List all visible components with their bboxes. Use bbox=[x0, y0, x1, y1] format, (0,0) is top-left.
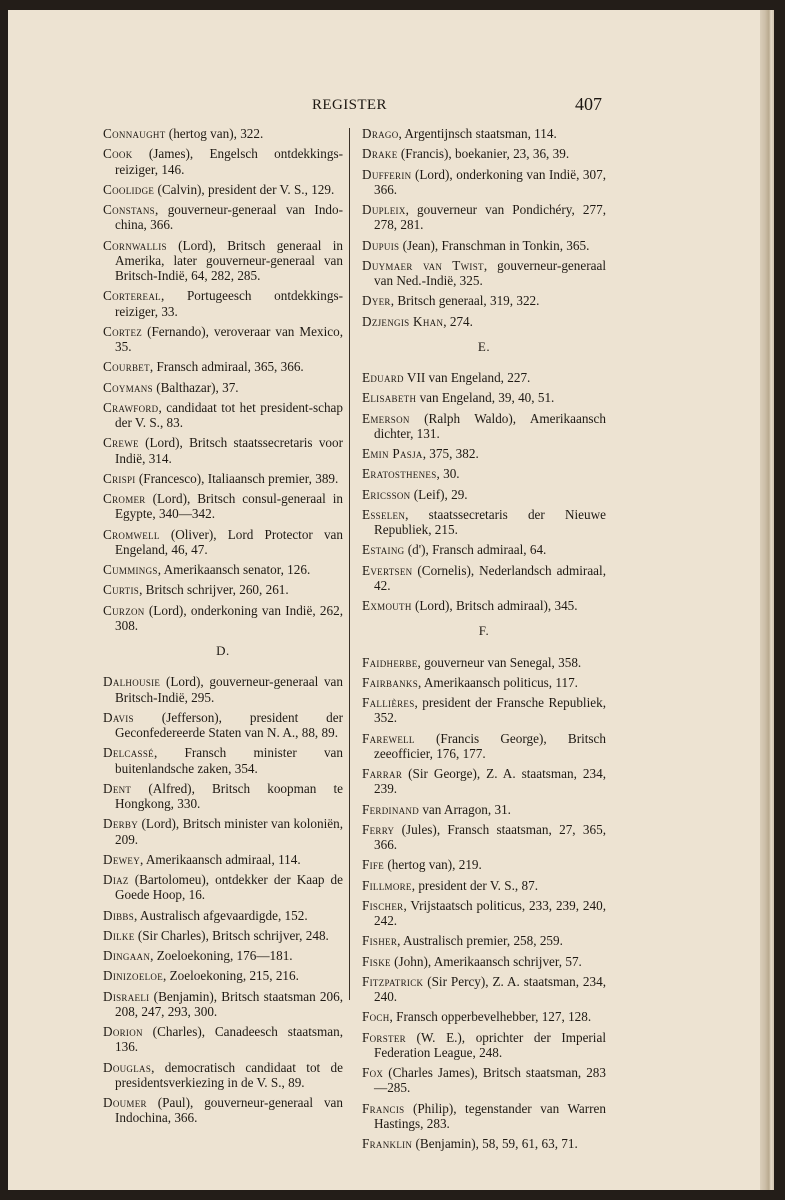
index-entry bbox=[103, 435, 343, 466]
entry-headword: Dzjengis Khan bbox=[362, 313, 444, 329]
index-entry bbox=[362, 857, 606, 872]
index-entry bbox=[362, 507, 606, 538]
index-entry bbox=[362, 293, 606, 308]
entry-headword: Dilke bbox=[103, 927, 135, 943]
index-column-left bbox=[103, 126, 343, 1131]
entry-headword: Ferry bbox=[362, 821, 395, 837]
entry-text: van Engeland, 39, 40, 51. bbox=[416, 390, 555, 406]
entry-headword: Emerson bbox=[362, 410, 410, 426]
index-entry bbox=[362, 390, 606, 405]
entry-headword: Emin Pasja bbox=[362, 446, 423, 461]
entry-headword: Exmouth bbox=[362, 598, 412, 613]
entry-text: , staatssecretaris der Nieuwe Republiek, 215. bbox=[374, 506, 606, 537]
index-entry bbox=[103, 745, 343, 776]
entry-text: (Philip), tegenstander van Warren Hastings, 283. bbox=[374, 1100, 606, 1131]
entry-text: , Argentijnsch staatsman, 114. bbox=[398, 126, 557, 141]
entry-text: , Fransch opperbevelhebber, 127, 128. bbox=[389, 1009, 592, 1025]
entry-text: (Charles James), Britsch staatsman, 283—285. bbox=[374, 1065, 606, 1096]
entry-text: (Lord), Britsch generaal in Amerika, later gouverneur-generaal van Britsch-Indië, 64, 282, 285. bbox=[115, 237, 343, 283]
entry-text: , president der V. S., 87. bbox=[411, 877, 538, 893]
entry-text: (Oliver), Lord Protector van Engeland, 46, 47. bbox=[115, 526, 343, 557]
entry-text: (Francesco), Italiaansch premier, 389. bbox=[135, 470, 339, 486]
entry-headword: Fitzpatrick bbox=[362, 973, 424, 989]
index-entry bbox=[362, 487, 606, 502]
index-entry bbox=[103, 359, 343, 374]
entry-text: (Balthazar), 37. bbox=[152, 379, 239, 395]
index-entry bbox=[103, 400, 343, 431]
entry-headword: Evertsen bbox=[362, 562, 413, 578]
entry-text: VII van Engeland, 227. bbox=[403, 370, 531, 385]
entry-text: (Lord), gouverneur-generaal van Britsch-Indië, 295. bbox=[115, 674, 343, 705]
entry-headword: Eduard bbox=[362, 370, 404, 385]
entry-text: van Arragon, 31. bbox=[419, 801, 511, 817]
index-entry bbox=[362, 675, 606, 690]
index-entry bbox=[362, 731, 606, 762]
index-entry bbox=[362, 202, 606, 233]
entry-headword: Doumer bbox=[103, 1095, 147, 1110]
entry-headword: Connaught bbox=[103, 126, 166, 141]
index-entry bbox=[362, 598, 606, 613]
index-entry bbox=[362, 238, 606, 253]
index-entry bbox=[362, 1065, 606, 1096]
index-entry bbox=[362, 167, 606, 198]
index-entry bbox=[362, 878, 606, 893]
entry-text: (Bartolomeu), ontdekker der Kaap de Goede Hoop, 16. bbox=[115, 872, 343, 903]
index-entry bbox=[362, 766, 606, 797]
section-letter: F. bbox=[478, 623, 490, 639]
entry-text: (Alfred), Britsch koopman te Hongkong, 330. bbox=[115, 780, 343, 811]
entry-text: , Amerikaansch politicus, 117. bbox=[418, 674, 578, 690]
index-entry bbox=[362, 411, 606, 442]
entry-headword: Cortez bbox=[103, 323, 143, 339]
entry-headword: Esselen bbox=[362, 506, 406, 522]
entry-text: (Lord), Britsch staatssecretaris voor Indië, 314. bbox=[115, 435, 343, 466]
entry-headword: Elisabeth bbox=[362, 390, 417, 406]
entry-text: , Portugeesch ontdekkings-reiziger, 33. bbox=[115, 288, 343, 319]
entry-text: , Britsch generaal, 319, 322. bbox=[390, 293, 540, 309]
entry-text: (Jean), Franschman in Tonkin, 365. bbox=[399, 237, 590, 253]
index-entry bbox=[103, 126, 343, 141]
entry-text: (Leif), 29. bbox=[410, 486, 468, 502]
entry-headword: Cornwallis bbox=[103, 237, 167, 253]
index-entry bbox=[362, 258, 606, 289]
entry-text: (Sir George), Z. A. staatsman, 234, 239. bbox=[374, 766, 606, 797]
entry-text: (James), Engelsch ontdekkings-reiziger, 146. bbox=[115, 146, 343, 177]
entry-text: , Vrijstaatsch politicus, 233, 239, 240, 242. bbox=[374, 897, 606, 928]
entry-text: , Britsch schrijver, 260, 261. bbox=[139, 582, 289, 598]
entry-text: (hertog van), 219. bbox=[384, 857, 482, 873]
entry-headword: Davis bbox=[103, 709, 134, 725]
index-entry bbox=[103, 948, 343, 963]
index-entry bbox=[362, 563, 606, 594]
entry-text: , Fransch admiraal, 365, 366. bbox=[149, 359, 304, 375]
entry-text: (Cornelis), Nederlandsch admiraal, 42. bbox=[374, 562, 606, 593]
entry-text: , gouverneur van Pondichéry, 277, 278, 281. bbox=[374, 202, 606, 233]
entry-headword: Estaing bbox=[362, 542, 405, 558]
index-entry bbox=[362, 126, 606, 141]
entry-text: (Calvin), president der V. S., 129. bbox=[154, 181, 335, 197]
entry-headword: Fischer bbox=[362, 897, 404, 913]
entry-text: (Charles), Canadeesch staatsman, 136. bbox=[115, 1024, 343, 1055]
section-letter: D. bbox=[216, 643, 230, 658]
entry-headword: Curzon bbox=[103, 602, 145, 618]
entry-text: , Australisch afgevaardigde, 152. bbox=[134, 907, 308, 923]
entry-headword: Cummings bbox=[103, 562, 158, 577]
entry-headword: Dalhousie bbox=[103, 674, 161, 690]
entry-text: (Jules), Fransch staatsman, 27, 365, 366. bbox=[374, 821, 606, 852]
index-entry bbox=[103, 968, 343, 983]
index-entry bbox=[103, 324, 343, 355]
entry-text: , 274. bbox=[443, 313, 473, 329]
entry-headword: Dinizoeloe bbox=[103, 968, 164, 984]
entry-text: (Sir Charles), Britsch schrijver, 248. bbox=[134, 927, 329, 943]
entry-text: (Lord), Britsch minister van koloniën, 209. bbox=[115, 816, 343, 847]
running-head-title: REGISTER bbox=[312, 97, 387, 113]
entry-text: (Ralph Waldo), Amerikaansch dichter, 131. bbox=[374, 410, 606, 441]
index-entry bbox=[362, 655, 606, 670]
entry-headword: Foch bbox=[362, 1009, 390, 1025]
entry-text: , Amerikaansch admiraal, 114. bbox=[140, 851, 301, 867]
entry-headword: Crawford bbox=[103, 399, 159, 415]
entry-headword: Eratosthenes bbox=[362, 466, 437, 482]
index-entry bbox=[362, 822, 606, 853]
entry-text: (Paul), gouverneur-generaal van Indochina, 366. bbox=[115, 1095, 343, 1126]
entry-headword: Dupuis bbox=[362, 237, 400, 253]
entry-headword: Drake bbox=[362, 146, 398, 162]
entry-headword: Crewe bbox=[103, 435, 139, 451]
entry-headword: Fillmore bbox=[362, 877, 412, 893]
index-entry bbox=[103, 710, 343, 741]
entry-headword: Forster bbox=[362, 1029, 406, 1045]
index-entry bbox=[103, 816, 343, 847]
index-entry bbox=[362, 898, 606, 929]
section-letter: E. bbox=[477, 338, 491, 354]
entry-headword: Curtis bbox=[103, 582, 140, 598]
entry-headword: Fiske bbox=[362, 953, 391, 969]
index-entry bbox=[362, 314, 606, 329]
entry-text: , candidaat tot het president-schap der V. S., 83. bbox=[115, 399, 343, 430]
index-entry bbox=[362, 695, 606, 726]
entry-headword: Dingaan bbox=[103, 948, 151, 963]
entry-headword: Fisher bbox=[362, 933, 398, 949]
index-entry bbox=[103, 527, 343, 558]
entry-headword: Coymans bbox=[103, 379, 153, 395]
entry-text: , Fransch minister van buitenlandsche zaken, 354. bbox=[115, 745, 343, 776]
entry-headword: Diaz bbox=[103, 872, 129, 887]
page-edge bbox=[760, 10, 774, 1190]
entry-text: (Lord), Britsch admiraal), 345. bbox=[411, 598, 578, 613]
entry-headword: Courbet bbox=[103, 359, 150, 375]
index-entry bbox=[103, 471, 343, 486]
entry-text: (Francis George), Britsch zeeofficier, 176, 177. bbox=[374, 730, 606, 761]
index-entry bbox=[362, 1136, 606, 1151]
entry-headword: Douglas bbox=[103, 1059, 152, 1075]
index-entry bbox=[362, 446, 606, 461]
entry-headword: Dent bbox=[103, 780, 132, 796]
entry-headword: Fife bbox=[362, 857, 385, 873]
entry-text: , Amerikaansch senator, 126. bbox=[157, 562, 311, 577]
entry-headword: Derby bbox=[103, 816, 139, 832]
index-entry bbox=[362, 542, 606, 557]
entry-headword: Faidherbe bbox=[362, 654, 418, 670]
index-entry bbox=[362, 1009, 606, 1024]
index-column-right bbox=[362, 126, 606, 1156]
page-number: 407 bbox=[575, 94, 602, 114]
index-entry bbox=[103, 1095, 343, 1126]
index-entry bbox=[103, 603, 343, 634]
index-entry bbox=[362, 802, 606, 817]
index-entry bbox=[103, 182, 343, 197]
entry-headword: Constans bbox=[103, 202, 155, 217]
index-entry bbox=[362, 974, 606, 1005]
entry-headword: Ericsson bbox=[362, 486, 411, 502]
entry-text: (Sir Percy), Z. A. staatsman, 234, 240. bbox=[374, 973, 606, 1004]
index-entry bbox=[103, 1060, 343, 1091]
index-entry bbox=[103, 491, 343, 522]
index-entry bbox=[362, 146, 606, 161]
entry-text: (Jefferson), president der Geconfedereerde Staten van N. A., 88, 89. bbox=[115, 709, 343, 740]
entry-text: , Australisch premier, 258, 259. bbox=[397, 933, 563, 949]
index-entry bbox=[103, 1024, 343, 1055]
entry-headword: Coolidge bbox=[103, 181, 155, 197]
index-entry bbox=[362, 933, 606, 948]
index-entry bbox=[103, 288, 343, 319]
entry-text: , Zoeloekoning, 176—181. bbox=[150, 948, 293, 963]
entry-headword: Farrar bbox=[362, 766, 403, 781]
index-entry bbox=[103, 928, 343, 943]
entry-headword: Cromwell bbox=[103, 526, 160, 542]
index-entry bbox=[103, 380, 343, 395]
entry-text: (Lord), Britsch consul-generaal in Egypte, 340—342. bbox=[115, 491, 343, 522]
entry-text: , president der Fransche Republiek, 352. bbox=[374, 695, 606, 726]
entry-headword: Dyer bbox=[362, 293, 391, 309]
index-entry bbox=[103, 908, 343, 923]
entry-text: , 375, 382. bbox=[422, 446, 479, 461]
entry-headword: Dufferin bbox=[362, 166, 412, 182]
entry-text: , democratisch candidaat tot de presidentsverkiezing in de V. S., 89. bbox=[115, 1059, 343, 1090]
entry-headword: Fallières bbox=[362, 695, 415, 710]
entry-headword: Fairbanks bbox=[362, 674, 419, 690]
entry-text: , gouverneur-generaal van Indo-china, 366. bbox=[115, 202, 343, 233]
index-entry bbox=[103, 674, 343, 705]
entry-headword: Dorion bbox=[103, 1024, 143, 1039]
entry-headword: Cortereal bbox=[103, 288, 161, 304]
index-entry bbox=[103, 989, 343, 1020]
entry-text: (hertog van), 322. bbox=[165, 126, 264, 141]
index-entry bbox=[103, 872, 343, 903]
entry-headword: Ferdinand bbox=[362, 801, 420, 817]
entry-headword: Dupleix bbox=[362, 202, 406, 217]
entry-text: , Zoeloekoning, 215, 216. bbox=[163, 968, 299, 984]
entry-text: (Lord), onderkoning van Indië, 307, 366. bbox=[374, 166, 606, 197]
index-entry bbox=[362, 370, 606, 385]
entry-text: (Benjamin), 58, 59, 61, 63, 71. bbox=[412, 1136, 578, 1151]
entry-headword: Franklin bbox=[362, 1136, 413, 1151]
entry-text: (Francis), boekanier, 23, 36, 39. bbox=[397, 146, 570, 162]
entry-headword: Crispi bbox=[103, 470, 136, 486]
entry-headword: Francis bbox=[362, 1100, 405, 1116]
entry-text: (Lord), onderkoning van Indië, 262, 308. bbox=[115, 602, 343, 633]
index-entry bbox=[103, 238, 343, 284]
entry-text: (Benjamin), Britsch staatsman 206, 208, 247, 293, 300. bbox=[115, 988, 343, 1019]
entry-text: , gouverneur-generaal van Ned.-Indië, 325. bbox=[374, 257, 606, 288]
column-divider bbox=[349, 128, 350, 1000]
index-entry bbox=[103, 852, 343, 867]
index-entry bbox=[362, 1030, 606, 1061]
entry-headword: Dibbs bbox=[103, 907, 135, 923]
index-entry bbox=[362, 954, 606, 969]
entry-text: (d'), Fransch admiraal, 64. bbox=[404, 542, 547, 558]
entry-headword: Dewey bbox=[103, 851, 141, 867]
index-entry bbox=[103, 146, 343, 177]
entry-headword: Duymaer van Twist bbox=[362, 257, 484, 273]
entry-headword: Cook bbox=[103, 146, 133, 162]
entry-headword: Cromer bbox=[103, 491, 146, 506]
index-entry bbox=[103, 562, 343, 577]
entry-headword: Drago bbox=[362, 126, 399, 141]
entry-headword: Delcassé bbox=[103, 745, 154, 761]
index-entry bbox=[103, 582, 343, 597]
entry-headword: Farewell bbox=[362, 730, 415, 746]
index-entry bbox=[362, 1101, 606, 1132]
index-entry bbox=[362, 466, 606, 481]
entry-text: , gouverneur van Senegal, 358. bbox=[417, 654, 582, 670]
index-entry bbox=[103, 202, 343, 233]
entry-headword: Disraeli bbox=[103, 988, 150, 1004]
entry-text: (Fernando), veroveraar van Mexico, 35. bbox=[115, 323, 343, 354]
entry-text: , 30. bbox=[436, 466, 460, 482]
entry-text: (W. E.), oprichter der Imperial Federation League, 248. bbox=[374, 1029, 606, 1060]
index-entry bbox=[103, 781, 343, 812]
entry-headword: Fox bbox=[362, 1065, 384, 1080]
entry-text: (John), Amerikaansch schrijver, 57. bbox=[390, 953, 582, 969]
